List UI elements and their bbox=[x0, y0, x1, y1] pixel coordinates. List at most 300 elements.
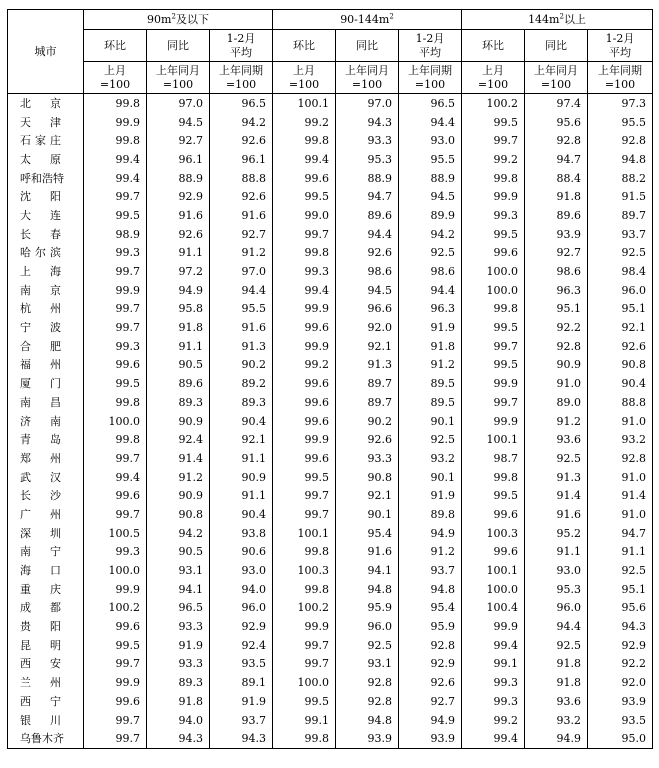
index-value: 99.9 bbox=[462, 617, 525, 636]
city-name: 福州 bbox=[8, 356, 84, 375]
index-value: 89.0 bbox=[525, 393, 588, 412]
table-row bbox=[8, 150, 653, 169]
index-value: 96.3 bbox=[525, 281, 588, 300]
index-value: 92.8 bbox=[336, 692, 399, 711]
index-value: 100.0 bbox=[462, 262, 525, 281]
table-row bbox=[8, 617, 653, 636]
table-row bbox=[8, 729, 653, 748]
index-value: 89.9 bbox=[399, 206, 462, 225]
table-row bbox=[8, 94, 653, 113]
index-value: 94.1 bbox=[147, 580, 210, 599]
index-value: 91.8 bbox=[525, 187, 588, 206]
index-value: 99.8 bbox=[273, 244, 336, 263]
base-header-label: =100 bbox=[477, 77, 509, 91]
city-name: 杭州 bbox=[8, 300, 84, 319]
index-value: 99.7 bbox=[84, 449, 147, 468]
index-value: 91.0 bbox=[525, 374, 588, 393]
table-row bbox=[8, 449, 653, 468]
table-row bbox=[8, 673, 653, 692]
index-value: 99.4 bbox=[273, 150, 336, 169]
city-name: 乌鲁木齐 bbox=[8, 729, 84, 748]
index-value: 91.1 bbox=[210, 486, 273, 505]
index-value: 93.2 bbox=[399, 449, 462, 468]
index-value: 89.3 bbox=[147, 393, 210, 412]
index-value: 95.6 bbox=[588, 599, 653, 618]
index-value: 99.7 bbox=[273, 225, 336, 244]
index-value: 100.3 bbox=[273, 561, 336, 580]
index-value: 92.2 bbox=[588, 655, 653, 674]
index-value: 100.5 bbox=[84, 524, 147, 543]
index-value: 89.6 bbox=[147, 374, 210, 393]
index-value: 91.1 bbox=[588, 543, 653, 562]
index-value: 95.3 bbox=[525, 580, 588, 599]
index-value: 99.7 bbox=[462, 393, 525, 412]
index-value: 95.5 bbox=[588, 113, 653, 132]
index-value: 93.3 bbox=[147, 655, 210, 674]
index-value: 94.4 bbox=[336, 225, 399, 244]
index-value: 91.1 bbox=[147, 244, 210, 263]
city-name: 西安 bbox=[8, 655, 84, 674]
sub-header-label: 1-2月 bbox=[605, 31, 635, 45]
index-value: 99.5 bbox=[84, 374, 147, 393]
index-value: 92.1 bbox=[336, 486, 399, 505]
index-value: 95.5 bbox=[399, 150, 462, 169]
index-value: 90.9 bbox=[210, 468, 273, 487]
index-value: 89.8 bbox=[399, 505, 462, 524]
index-value: 91.8 bbox=[147, 318, 210, 337]
index-value: 99.6 bbox=[273, 449, 336, 468]
index-value: 92.1 bbox=[210, 430, 273, 449]
index-value: 95.1 bbox=[525, 300, 588, 319]
base-header-2 bbox=[399, 62, 462, 94]
city-name: 郑州 bbox=[8, 449, 84, 468]
table-row bbox=[8, 187, 653, 206]
index-value: 90.4 bbox=[210, 412, 273, 431]
index-value: 96.6 bbox=[336, 300, 399, 319]
index-value: 90.8 bbox=[147, 505, 210, 524]
index-value: 88.4 bbox=[525, 169, 588, 188]
index-value: 89.2 bbox=[210, 374, 273, 393]
index-value: 96.0 bbox=[210, 599, 273, 618]
price-index-table bbox=[7, 9, 653, 749]
sub-header-2 bbox=[399, 30, 462, 62]
index-value: 93.9 bbox=[588, 692, 653, 711]
index-value: 99.5 bbox=[273, 468, 336, 487]
index-value: 92.5 bbox=[588, 561, 653, 580]
index-value: 99.1 bbox=[462, 655, 525, 674]
city-name: 昆明 bbox=[8, 636, 84, 655]
index-value: 97.4 bbox=[525, 94, 588, 113]
index-value: 99.3 bbox=[462, 692, 525, 711]
sub-header-1 bbox=[525, 30, 588, 62]
table-row bbox=[8, 225, 653, 244]
index-value: 99.5 bbox=[462, 486, 525, 505]
index-value: 99.8 bbox=[462, 169, 525, 188]
index-value: 92.9 bbox=[210, 617, 273, 636]
index-value: 99.8 bbox=[462, 300, 525, 319]
index-value: 90.5 bbox=[147, 356, 210, 375]
index-value: 93.6 bbox=[525, 430, 588, 449]
index-value: 95.9 bbox=[399, 617, 462, 636]
index-value: 92.0 bbox=[336, 318, 399, 337]
index-value: 99.4 bbox=[84, 468, 147, 487]
index-value: 94.1 bbox=[336, 561, 399, 580]
index-value: 94.3 bbox=[336, 113, 399, 132]
index-value: 89.1 bbox=[210, 673, 273, 692]
table-row bbox=[8, 430, 653, 449]
index-value: 90.1 bbox=[399, 412, 462, 431]
index-value: 94.3 bbox=[210, 729, 273, 748]
index-value: 90.1 bbox=[399, 468, 462, 487]
index-value: 92.6 bbox=[336, 430, 399, 449]
table-row bbox=[8, 244, 653, 263]
index-value: 92.7 bbox=[399, 692, 462, 711]
index-value: 93.2 bbox=[588, 430, 653, 449]
index-value: 98.6 bbox=[336, 262, 399, 281]
index-value: 96.5 bbox=[210, 94, 273, 113]
index-value: 99.6 bbox=[84, 356, 147, 375]
city-name: 贵阳 bbox=[8, 617, 84, 636]
index-value: 99.7 bbox=[84, 505, 147, 524]
index-value: 99.4 bbox=[84, 150, 147, 169]
index-value: 93.9 bbox=[525, 225, 588, 244]
index-value: 99.7 bbox=[84, 187, 147, 206]
index-value: 92.5 bbox=[525, 449, 588, 468]
city-name: 北京 bbox=[8, 94, 84, 113]
index-value: 90.4 bbox=[588, 374, 653, 393]
index-value: 91.6 bbox=[147, 206, 210, 225]
index-value: 93.6 bbox=[525, 692, 588, 711]
index-value: 100.1 bbox=[273, 94, 336, 113]
sub-header-0 bbox=[462, 30, 525, 62]
index-value: 92.8 bbox=[588, 131, 653, 150]
table-row bbox=[8, 692, 653, 711]
index-value: 97.0 bbox=[147, 94, 210, 113]
city-name: 大连 bbox=[8, 206, 84, 225]
index-value: 89.5 bbox=[399, 374, 462, 393]
index-value: 91.9 bbox=[147, 636, 210, 655]
index-value: 94.9 bbox=[147, 281, 210, 300]
index-value: 99.3 bbox=[84, 244, 147, 263]
index-value: 99.8 bbox=[84, 393, 147, 412]
table-row bbox=[8, 486, 653, 505]
index-value: 95.0 bbox=[588, 729, 653, 748]
index-value: 99.5 bbox=[462, 113, 525, 132]
sub-header-label: 同比 bbox=[545, 38, 567, 52]
index-value: 94.5 bbox=[336, 281, 399, 300]
index-value: 92.7 bbox=[525, 244, 588, 263]
index-value: 100.0 bbox=[462, 580, 525, 599]
city-name: 武汉 bbox=[8, 468, 84, 487]
index-value: 97.2 bbox=[147, 262, 210, 281]
index-value: 91.8 bbox=[147, 692, 210, 711]
index-value: 99.6 bbox=[84, 617, 147, 636]
index-value: 98.7 bbox=[462, 449, 525, 468]
index-value: 94.3 bbox=[147, 729, 210, 748]
index-value: 93.9 bbox=[399, 729, 462, 748]
index-value: 93.3 bbox=[147, 617, 210, 636]
index-value: 91.6 bbox=[525, 505, 588, 524]
index-value: 91.9 bbox=[210, 692, 273, 711]
table-row bbox=[8, 580, 653, 599]
index-value: 91.3 bbox=[336, 356, 399, 375]
table-row bbox=[8, 599, 653, 618]
index-value: 95.6 bbox=[525, 113, 588, 132]
index-value: 91.2 bbox=[210, 244, 273, 263]
index-value: 99.7 bbox=[84, 655, 147, 674]
index-value: 92.5 bbox=[588, 244, 653, 263]
index-value: 99.2 bbox=[462, 150, 525, 169]
index-value: 89.5 bbox=[399, 393, 462, 412]
index-value: 90.9 bbox=[147, 486, 210, 505]
index-value: 89.3 bbox=[210, 393, 273, 412]
index-value: 92.8 bbox=[588, 449, 653, 468]
table-body bbox=[8, 94, 653, 749]
index-value: 100.4 bbox=[462, 599, 525, 618]
index-value: 97.0 bbox=[210, 262, 273, 281]
index-value: 99.8 bbox=[273, 131, 336, 150]
index-value: 91.3 bbox=[210, 337, 273, 356]
index-value: 99.9 bbox=[84, 113, 147, 132]
index-value: 93.1 bbox=[147, 561, 210, 580]
index-value: 95.2 bbox=[525, 524, 588, 543]
sub-header-label: 平均 bbox=[230, 45, 252, 59]
base-header-row bbox=[8, 62, 653, 94]
index-value: 99.4 bbox=[273, 281, 336, 300]
index-value: 92.6 bbox=[210, 131, 273, 150]
index-value: 98.4 bbox=[588, 262, 653, 281]
table-row bbox=[8, 505, 653, 524]
city-header: 城市 bbox=[8, 10, 84, 94]
city-name: 石家庄 bbox=[8, 131, 84, 150]
index-value: 90.6 bbox=[210, 543, 273, 562]
index-value: 99.9 bbox=[273, 430, 336, 449]
index-value: 92.5 bbox=[399, 430, 462, 449]
index-value: 98.9 bbox=[84, 225, 147, 244]
city-name: 天津 bbox=[8, 113, 84, 132]
group-header-small: $90m^2$及以下 bbox=[84, 10, 273, 30]
index-value: 99.6 bbox=[273, 393, 336, 412]
index-value: 89.7 bbox=[336, 393, 399, 412]
index-value: 92.1 bbox=[588, 318, 653, 337]
table-row bbox=[8, 636, 653, 655]
sub-header-2 bbox=[588, 30, 653, 62]
city-name: 上海 bbox=[8, 262, 84, 281]
index-value: 99.6 bbox=[84, 692, 147, 711]
index-value: 99.7 bbox=[84, 300, 147, 319]
base-header-0 bbox=[462, 62, 525, 94]
index-value: 92.6 bbox=[147, 225, 210, 244]
index-value: 99.8 bbox=[84, 430, 147, 449]
city-name: 厦门 bbox=[8, 374, 84, 393]
index-value: 92.8 bbox=[336, 673, 399, 692]
index-value: 93.1 bbox=[336, 655, 399, 674]
index-value: 90.9 bbox=[525, 356, 588, 375]
index-value: 94.7 bbox=[336, 187, 399, 206]
base-header-label: 上月 bbox=[293, 63, 315, 77]
index-value: 92.9 bbox=[399, 655, 462, 674]
group-header-medium: $90-144m^2$ bbox=[273, 10, 462, 30]
base-header-label: =100 bbox=[414, 77, 446, 91]
sub-header-1 bbox=[147, 30, 210, 62]
index-value: 91.6 bbox=[210, 206, 273, 225]
city-name: 哈尔滨 bbox=[8, 244, 84, 263]
index-value: 99.3 bbox=[462, 206, 525, 225]
index-value: 91.8 bbox=[525, 673, 588, 692]
index-value: 99.8 bbox=[273, 729, 336, 748]
index-value: 88.9 bbox=[147, 169, 210, 188]
index-value: 91.1 bbox=[147, 337, 210, 356]
base-header-label: =100 bbox=[540, 77, 572, 91]
index-value: 99.7 bbox=[273, 486, 336, 505]
city-name: 深圳 bbox=[8, 524, 84, 543]
index-value: 100.2 bbox=[462, 94, 525, 113]
index-value: 92.4 bbox=[147, 430, 210, 449]
index-value: 97.3 bbox=[588, 94, 653, 113]
index-value: 100.0 bbox=[462, 281, 525, 300]
index-value: 99.7 bbox=[84, 711, 147, 730]
index-value: 93.7 bbox=[399, 561, 462, 580]
index-value: 99.5 bbox=[273, 692, 336, 711]
index-value: 92.6 bbox=[588, 337, 653, 356]
index-value: 92.9 bbox=[588, 636, 653, 655]
index-value: 92.8 bbox=[399, 636, 462, 655]
index-value: 88.2 bbox=[588, 169, 653, 188]
index-value: 88.9 bbox=[336, 169, 399, 188]
sub-header-label: 平均 bbox=[419, 45, 441, 59]
index-value: 93.7 bbox=[588, 225, 653, 244]
index-value: 94.8 bbox=[399, 580, 462, 599]
index-value: 91.2 bbox=[525, 412, 588, 431]
index-value: 99.3 bbox=[462, 673, 525, 692]
index-value: 96.0 bbox=[336, 617, 399, 636]
index-value: 94.9 bbox=[399, 524, 462, 543]
index-value: 95.9 bbox=[336, 599, 399, 618]
index-value: 94.7 bbox=[525, 150, 588, 169]
index-value: 90.8 bbox=[588, 356, 653, 375]
index-value: 100.2 bbox=[273, 599, 336, 618]
index-value: 99.4 bbox=[462, 729, 525, 748]
sub-header-2 bbox=[210, 30, 273, 62]
index-value: 99.5 bbox=[84, 636, 147, 655]
index-value: 92.2 bbox=[525, 318, 588, 337]
index-value: 91.6 bbox=[210, 318, 273, 337]
table-row bbox=[8, 113, 653, 132]
index-value: 90.2 bbox=[210, 356, 273, 375]
index-value: 99.2 bbox=[273, 113, 336, 132]
sub-header-0 bbox=[84, 30, 147, 62]
city-name: 呼和浩特 bbox=[8, 169, 84, 188]
index-value: 95.5 bbox=[210, 300, 273, 319]
index-value: 99.9 bbox=[273, 337, 336, 356]
sub-header-label: 环比 bbox=[482, 38, 504, 52]
index-value: 94.0 bbox=[210, 580, 273, 599]
index-value: 92.5 bbox=[525, 636, 588, 655]
city-name: 沈阳 bbox=[8, 187, 84, 206]
index-value: 89.6 bbox=[336, 206, 399, 225]
base-header-label: 上年同期 bbox=[408, 63, 452, 77]
sub-header-1 bbox=[336, 30, 399, 62]
city-name: 重庆 bbox=[8, 580, 84, 599]
index-value: 99.9 bbox=[462, 374, 525, 393]
index-value: 94.9 bbox=[399, 711, 462, 730]
index-value: 90.4 bbox=[210, 505, 273, 524]
base-header-1 bbox=[525, 62, 588, 94]
base-header-label: 上年同期 bbox=[219, 63, 263, 77]
base-header-label: =100 bbox=[225, 77, 257, 91]
index-value: 93.0 bbox=[525, 561, 588, 580]
index-value: 91.3 bbox=[525, 468, 588, 487]
index-value: 91.8 bbox=[399, 337, 462, 356]
table-row bbox=[8, 169, 653, 188]
index-value: 92.5 bbox=[399, 244, 462, 263]
index-value: 94.4 bbox=[525, 617, 588, 636]
index-value: 99.3 bbox=[84, 543, 147, 562]
index-value: 94.3 bbox=[588, 617, 653, 636]
index-value: 99.6 bbox=[273, 374, 336, 393]
index-value: 99.2 bbox=[462, 711, 525, 730]
index-value: 99.6 bbox=[462, 505, 525, 524]
table-row bbox=[8, 374, 653, 393]
index-value: 99.6 bbox=[273, 318, 336, 337]
index-value: 100.2 bbox=[84, 599, 147, 618]
index-value: 99.8 bbox=[462, 468, 525, 487]
city-name: 广州 bbox=[8, 505, 84, 524]
index-value: 91.2 bbox=[147, 468, 210, 487]
index-value: 100.0 bbox=[273, 673, 336, 692]
city-name: 合肥 bbox=[8, 337, 84, 356]
city-name: 西宁 bbox=[8, 692, 84, 711]
index-value: 99.5 bbox=[462, 318, 525, 337]
index-value: 99.9 bbox=[84, 580, 147, 599]
index-value: 94.9 bbox=[525, 729, 588, 748]
index-value: 92.7 bbox=[210, 225, 273, 244]
sub-header-label: 环比 bbox=[104, 38, 126, 52]
sub-header-label: 环比 bbox=[293, 38, 315, 52]
base-header-label: 上月 bbox=[482, 63, 504, 77]
index-value: 99.5 bbox=[462, 356, 525, 375]
index-value: 89.6 bbox=[525, 206, 588, 225]
sub-header-label: 1-2月 bbox=[415, 31, 445, 45]
index-value: 95.1 bbox=[588, 580, 653, 599]
base-header-label: 上年同月 bbox=[156, 63, 200, 77]
index-value: 93.7 bbox=[210, 711, 273, 730]
index-value: 99.7 bbox=[273, 655, 336, 674]
index-value: 99.7 bbox=[273, 505, 336, 524]
index-value: 91.9 bbox=[399, 486, 462, 505]
sub-header-row bbox=[8, 30, 653, 62]
index-value: 91.0 bbox=[588, 505, 653, 524]
index-value: 100.1 bbox=[462, 561, 525, 580]
index-value: 100.3 bbox=[462, 524, 525, 543]
index-value: 93.0 bbox=[210, 561, 273, 580]
table-row bbox=[8, 281, 653, 300]
index-value: 99.9 bbox=[273, 300, 336, 319]
city-name: 南宁 bbox=[8, 543, 84, 562]
sub-header-0 bbox=[273, 30, 336, 62]
index-value: 99.7 bbox=[84, 729, 147, 748]
index-value: 95.1 bbox=[588, 300, 653, 319]
table-row bbox=[8, 412, 653, 431]
base-header-2 bbox=[588, 62, 653, 94]
index-value: 93.9 bbox=[336, 729, 399, 748]
index-value: 96.0 bbox=[525, 599, 588, 618]
index-value: 99.8 bbox=[84, 131, 147, 150]
base-header-0 bbox=[84, 62, 147, 94]
index-value: 99.7 bbox=[462, 131, 525, 150]
index-value: 91.4 bbox=[147, 449, 210, 468]
base-header-label: =100 bbox=[288, 77, 320, 91]
